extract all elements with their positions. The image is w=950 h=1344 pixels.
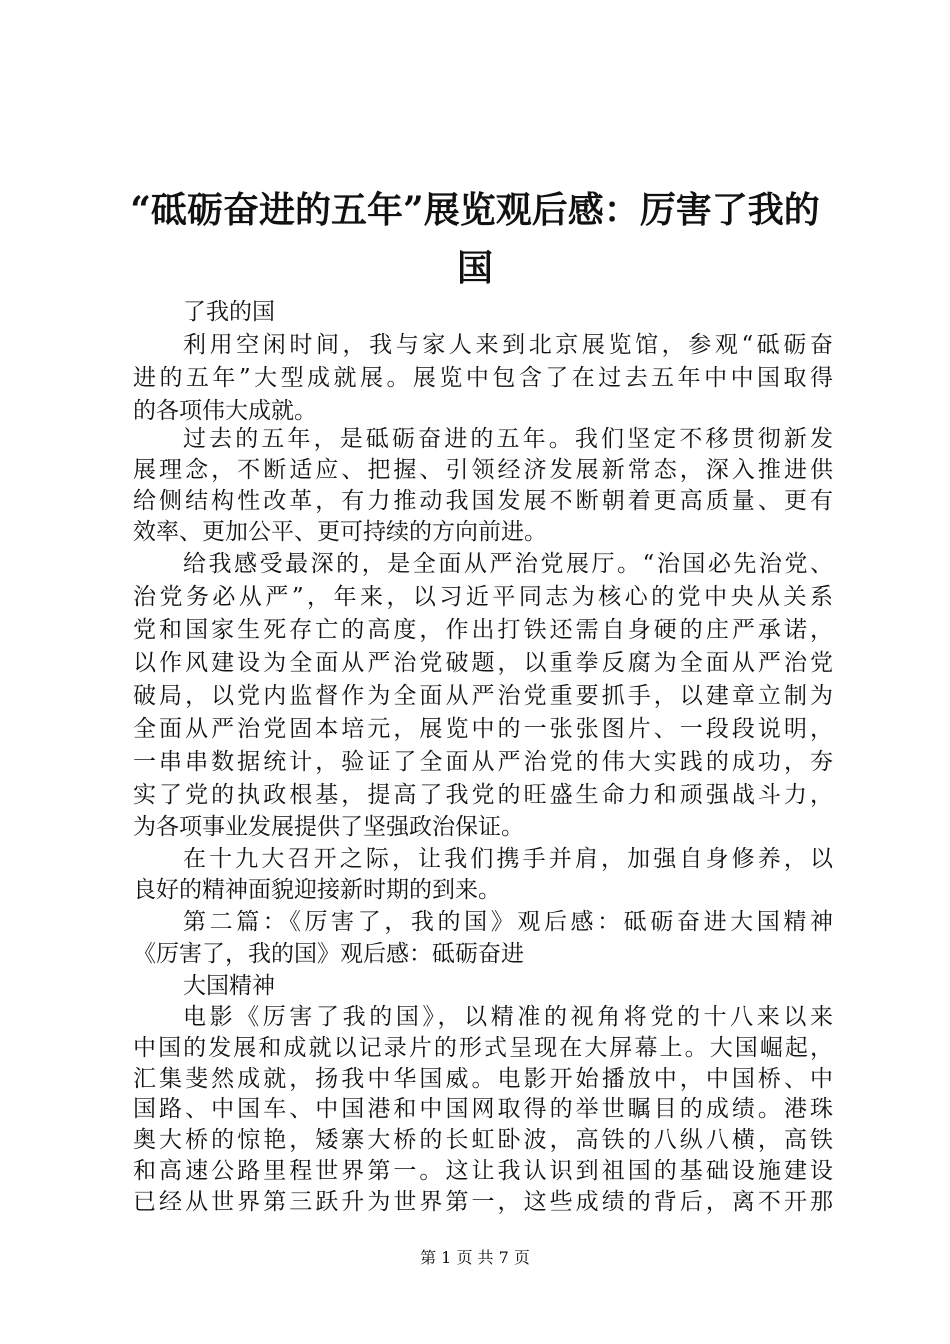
body-line: 治党务必从严”，年来，以习近平同志为核心的党中央从关系: [133, 584, 833, 610]
section-heading-line: 大国精神: [183, 973, 275, 999]
body-line: 汇集斐然成就，扬我中华国威。电影开始播放中，中国桥、中: [133, 1066, 833, 1092]
body-line: 中国的发展和成就以记录片的形式呈现在大屏幕上。大国崛起，: [133, 1035, 833, 1061]
section-heading-line: 第二篇：《厉害了，我的国》观后感：砥砺奋进大国精神: [183, 909, 833, 935]
body-line: 利用空闲时间，我与家人来到北京展览馆，参观“砥砺奋: [183, 332, 833, 358]
body-line: 在十九大召开之际，让我们携手并肩，加强自身修养，以: [183, 846, 833, 872]
body-line: 效率、更加公平、更可持续的方向前进。: [133, 519, 547, 545]
document-title-line-2: 国: [456, 247, 493, 289]
body-line: 实了党的执政根基，提高了我党的旺盛生命力和顽强战斗力，: [133, 782, 833, 808]
body-line: 电影《厉害了我的国》，以精准的视角将党的十八来以来: [183, 1004, 833, 1030]
body-line: 进的五年”大型成就展。展览中包含了在过去五年中中国取得: [133, 365, 833, 391]
body-line: 党和国家生死存亡的高度，作出打铁还需自身硬的庄严承诺，: [133, 617, 833, 643]
page-number-footer: 第 1 页 共 7 页: [420, 1248, 530, 1267]
body-line: 的各项伟大成就。: [133, 398, 317, 424]
body-line: 国路、中国车、中国港和中国网取得的举世瞩目的成绩。港珠: [133, 1096, 833, 1122]
body-line: 已经从世界第三跃升为世界第一，这些成绩的背后，离不开那: [133, 1189, 833, 1215]
body-line: 给我感受最深的，是全面从严治党展厅。“治国必先治党、: [183, 551, 833, 577]
body-line: 过去的五年，是砥砺奋进的五年。我们坚定不移贯彻新发: [183, 426, 833, 452]
body-line: 良好的精神面貌迎接新时期的到来。: [133, 877, 501, 903]
body-line: 了我的国: [183, 299, 275, 325]
body-line: 破局，以党内监督作为全面从严治党重要抓手，以建章立制为: [133, 683, 833, 709]
body-line: 奥大桥的惊艳，矮寨大桥的长虹卧波，高铁的八纵八横，高铁: [133, 1127, 833, 1153]
body-line: 给侧结构性改革，有力推动我国发展不断朝着更高质量、更有: [133, 488, 833, 514]
section-heading-line: 《厉害了，我的国》观后感：砥砺奋进: [133, 941, 524, 967]
body-line: 为各项事业发展提供了坚强政治保证。: [133, 814, 524, 840]
body-line: 全面从严治党固本培元，展览中的一张张图片、一段段说明，: [133, 716, 833, 742]
body-line: 以作风建设为全面从严治党破题，以重拳反腐为全面从严治党: [133, 650, 833, 676]
body-line: 和高速公路里程世界第一。这让我认识到祖国的基础设施建设: [133, 1158, 833, 1184]
document-title-line-1: “砥砺奋进的五年”展览观后感：厉害了我的: [130, 189, 820, 231]
body-line: 一串串数据统计，验证了全面从严治党的伟大实践的成功，夯: [133, 749, 833, 775]
body-line: 展理念，不断适应、把握、引领经济发展新常态，深入推进供: [133, 457, 833, 483]
